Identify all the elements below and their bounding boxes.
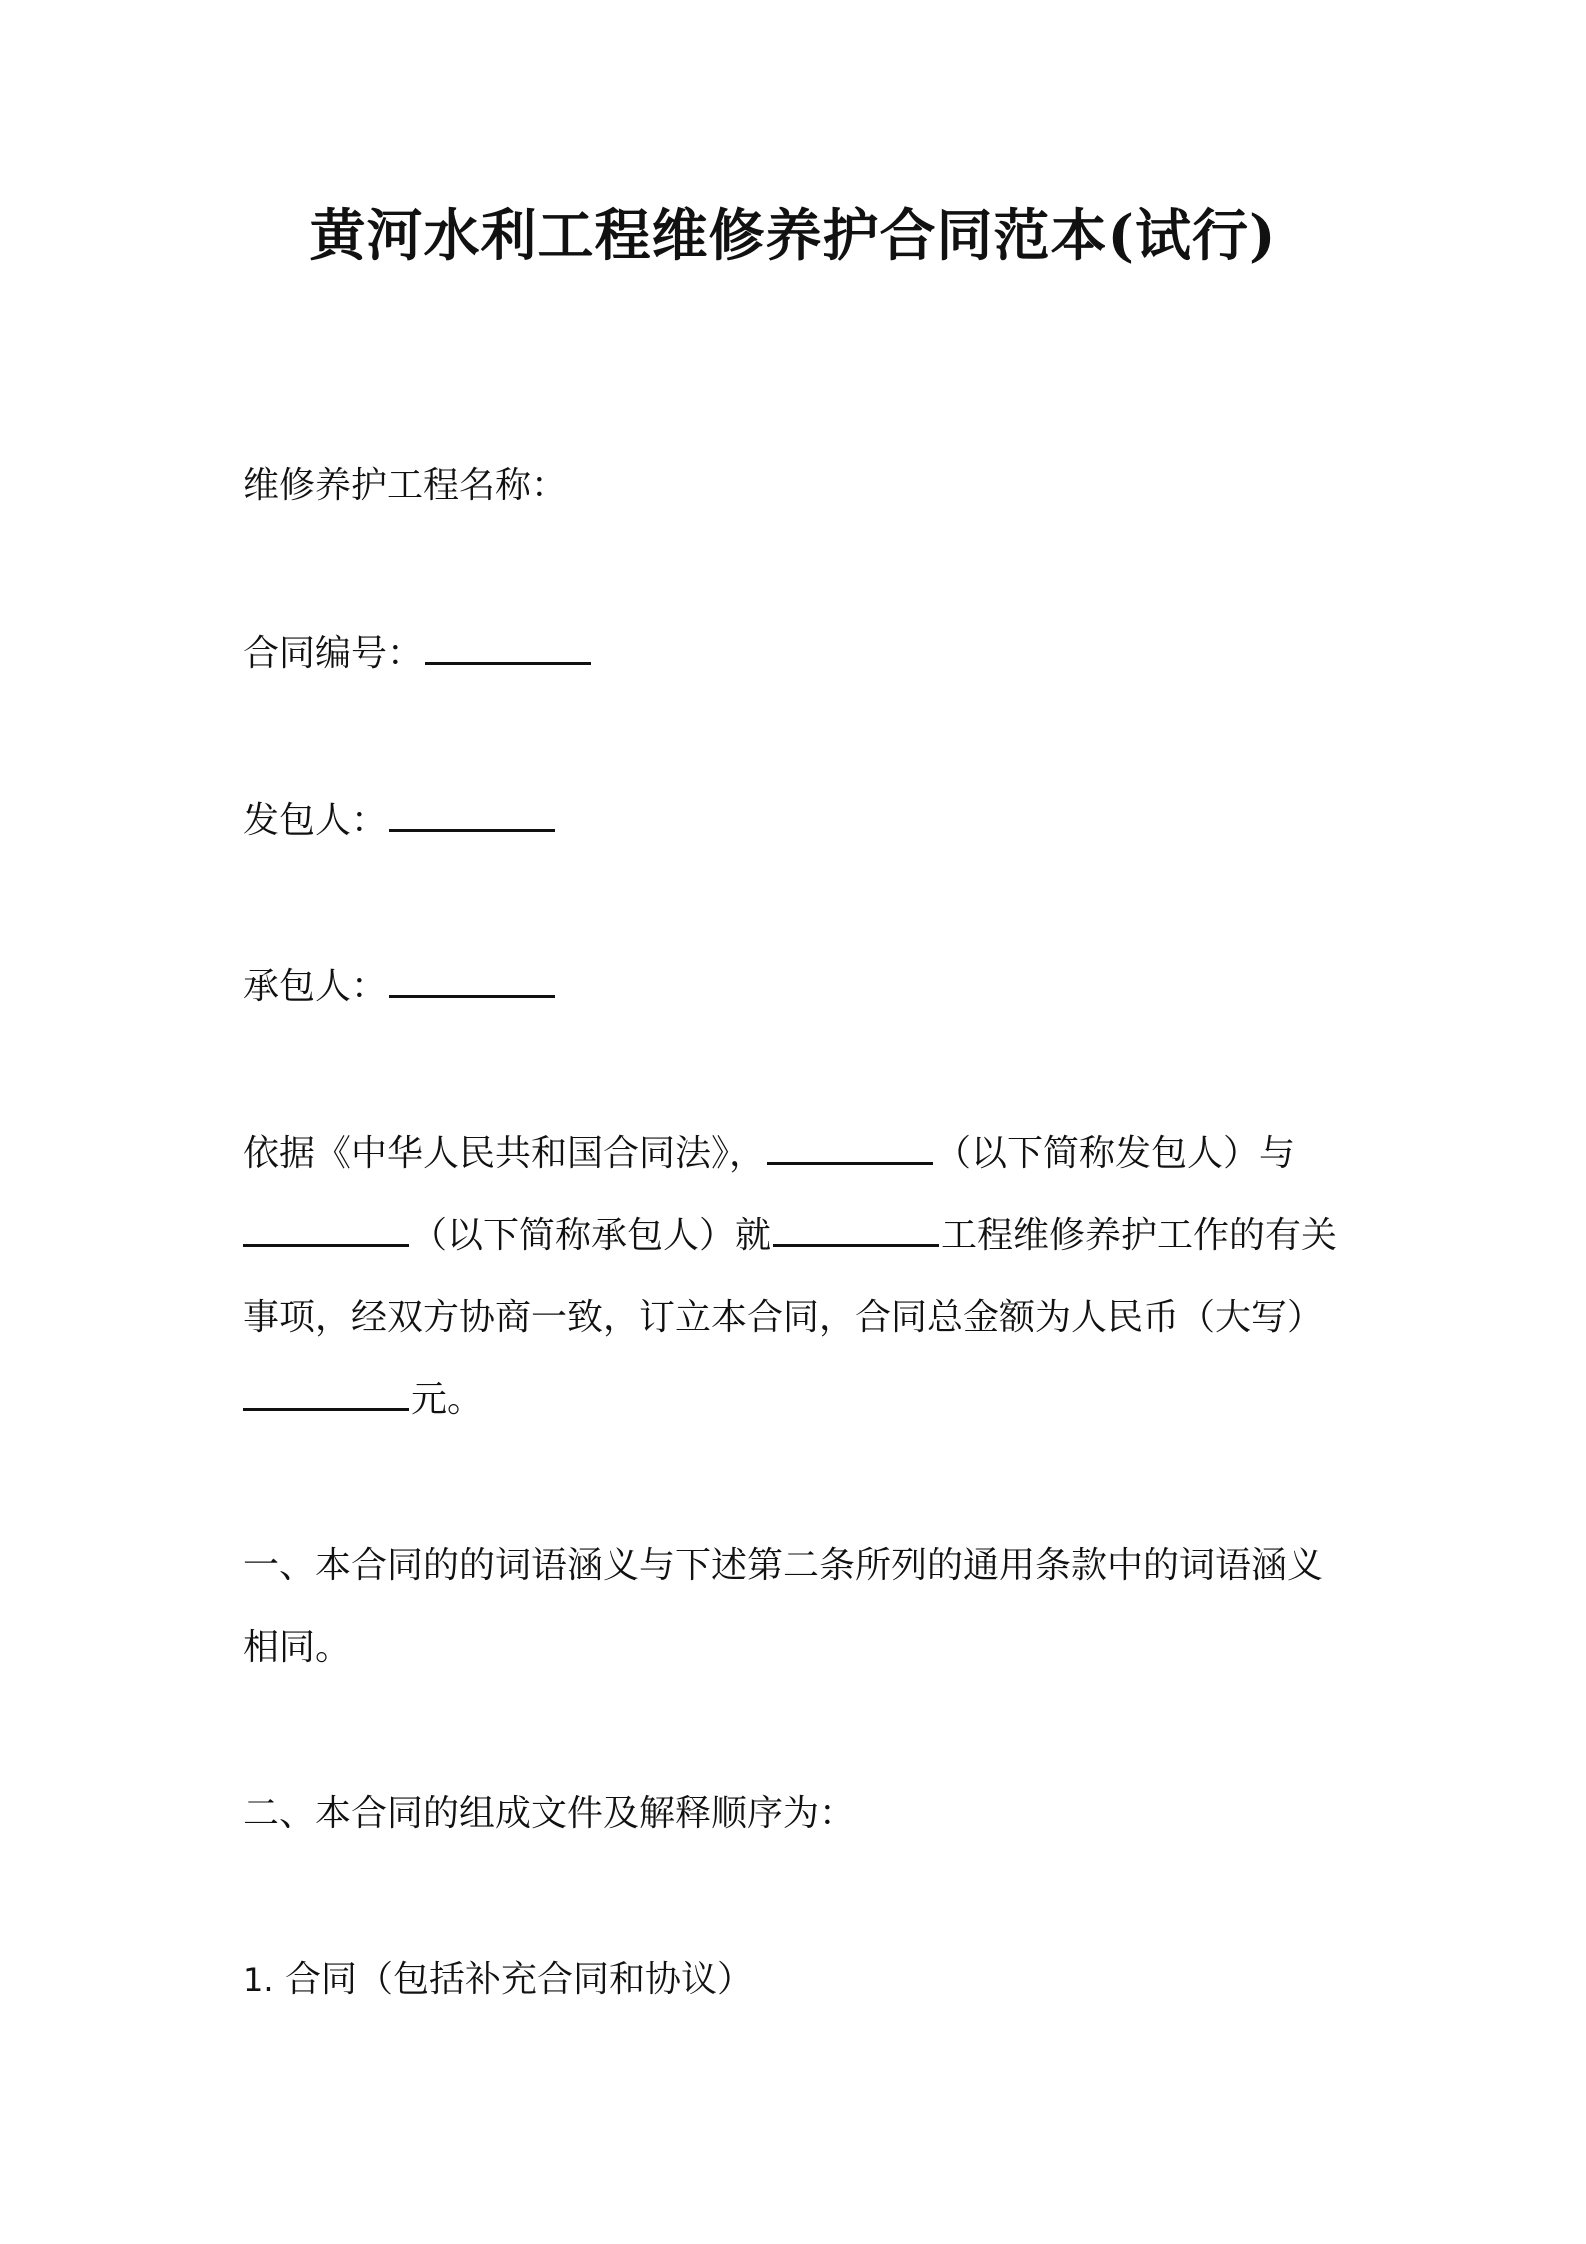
intro-text-1b: （以下简称发包人）与: [935, 1133, 1296, 1174]
contract-no-line: [243, 630, 1363, 678]
intro-text-2a: （以下简称承包人）就: [411, 1215, 772, 1256]
contractor-line: [243, 963, 1363, 1011]
intro-text-1a: 依据《中华人民共和国合同法》，: [243, 1133, 766, 1174]
clause-1-text-1: 一、本合同的的词语涵义与下述第二条所列的通用条款中的词语涵义: [243, 1545, 1324, 1586]
contractor-blank: [389, 965, 555, 998]
intro-blank-amount: [243, 1378, 409, 1411]
employer-line: [243, 797, 1363, 845]
intro-blank-employer: [767, 1132, 933, 1165]
document-title: 黄河水利工程维修养护合同范本(试行): [309, 203, 1277, 269]
intro-line-4: [243, 1376, 1363, 1424]
intro-text-4: 元。: [411, 1379, 484, 1420]
item-1-text: 合同（包括补充合同和协议）: [284, 1959, 753, 2000]
clause-2-text: 二、本合同的组成文件及解释顺序为：: [243, 1793, 856, 1834]
employer-blank: [389, 799, 555, 832]
employer-label: 发包人：: [243, 800, 388, 841]
intro-blank-contractor: [243, 1214, 409, 1247]
contractor-label: 承包人：: [243, 966, 388, 1007]
project-name-line: [243, 462, 1363, 510]
clause-1-text-2: 相同。: [243, 1627, 352, 1668]
intro-blank-project: [773, 1214, 939, 1247]
intro-text-3: 事项，经双方协商一致，订立本合同，合同总金额为人民币（大写）: [243, 1297, 1324, 1338]
intro-text-2b: 工程维修养护工作的有关: [941, 1215, 1338, 1256]
contract-no-label: 合同编号：: [243, 633, 424, 674]
clause-2-line: [243, 1790, 1363, 1838]
clause-1-line-2: [243, 1624, 1363, 1672]
intro-line-3: [243, 1294, 1363, 1342]
project-name-label: 维修养护工程名称：: [243, 465, 568, 506]
clause-1-line-1: [243, 1542, 1363, 1590]
intro-line-1: [243, 1130, 1363, 1178]
contract-no-blank: [425, 632, 591, 665]
item-1-number: 1.: [243, 1961, 274, 1999]
intro-line-2: [243, 1212, 1363, 1260]
item-1-line: [243, 1956, 1363, 2004]
